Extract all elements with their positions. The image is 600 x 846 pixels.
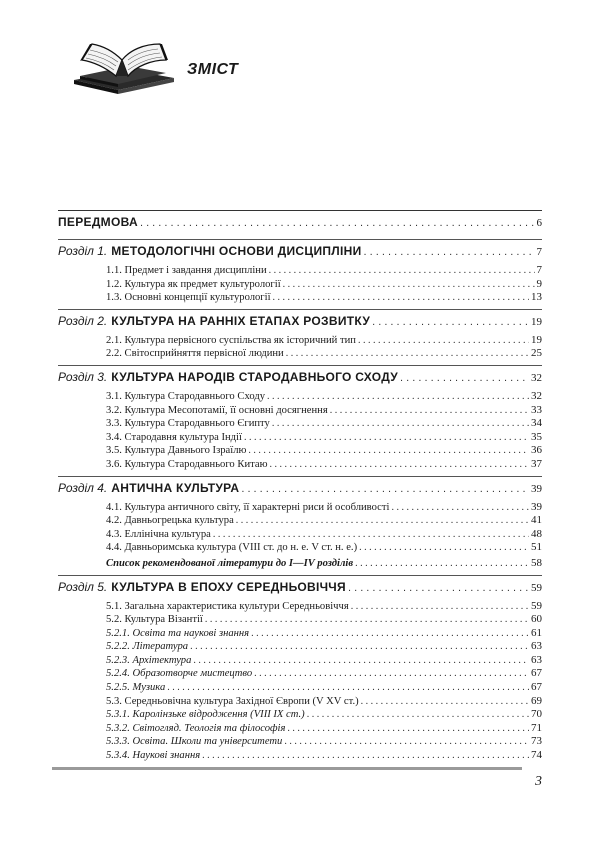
toc-section-label bbox=[58, 244, 362, 258]
leader-dots bbox=[283, 279, 535, 290]
toc-subsection-entry bbox=[106, 458, 542, 472]
toc-subsection-label: 1.3. Основні концепції культурології bbox=[106, 292, 271, 304]
toc-subsection-entry bbox=[106, 640, 542, 654]
toc-section-label bbox=[58, 215, 138, 229]
toc-page-number: 69 bbox=[531, 694, 542, 707]
leader-dots bbox=[193, 655, 529, 666]
toc-subsection-label: 1.2. Культура як предмет культурології bbox=[106, 278, 281, 290]
toc-page-number: 70 bbox=[531, 708, 542, 721]
toc-page-number: 25 bbox=[531, 347, 542, 360]
toc-section-prefix: Розділ 1. bbox=[58, 244, 108, 258]
toc-subsection-label: 2.1. Культура первісного суспільства як історичний тип bbox=[106, 334, 356, 346]
leader-dots bbox=[286, 348, 529, 359]
toc-section-entry bbox=[58, 309, 542, 334]
toc-subsection-label: 3.6. Культура Стародавнього Китаю bbox=[106, 458, 268, 470]
toc-section-entry bbox=[58, 365, 542, 390]
toc-subsection-entry bbox=[106, 278, 542, 292]
toc-subsection-entry bbox=[106, 431, 542, 445]
toc-subsection-label: 5.2.4. Образотворче мистецтво bbox=[106, 668, 253, 680]
toc-page-number: 67 bbox=[531, 667, 542, 680]
toc-subsection-entry bbox=[106, 667, 542, 681]
toc-page-number: 33 bbox=[531, 403, 542, 416]
toc-subsection-entry bbox=[106, 600, 542, 614]
toc-page-number: 73 bbox=[531, 735, 542, 748]
leader-dots bbox=[272, 418, 529, 429]
toc-page-number: 63 bbox=[531, 640, 542, 653]
leader-dots bbox=[372, 316, 529, 328]
toc-page-number: 51 bbox=[531, 541, 542, 554]
toc-subsection-entry bbox=[106, 613, 542, 627]
leader-dots bbox=[273, 292, 529, 303]
open-book-icon bbox=[70, 40, 178, 96]
toc-subsection-entry bbox=[106, 654, 542, 668]
leader-dots bbox=[330, 405, 529, 416]
leader-dots bbox=[267, 391, 529, 402]
toc-subsection-entry bbox=[106, 501, 542, 515]
page-number: 3 bbox=[535, 774, 542, 789]
leader-dots bbox=[287, 723, 529, 734]
toc-page-number: 71 bbox=[531, 721, 542, 734]
toc-page-number: 32 bbox=[531, 371, 542, 384]
toc-subsection-entry bbox=[106, 708, 542, 722]
toc-page-number: 63 bbox=[531, 653, 542, 666]
toc-section-prefix: Розділ 4. bbox=[58, 480, 108, 495]
toc-subsection-entry bbox=[106, 291, 542, 305]
toc-subsection-entry bbox=[106, 722, 542, 736]
toc-subsection-entry bbox=[106, 557, 542, 571]
toc-section-entry bbox=[58, 239, 542, 264]
toc-subsection-entry bbox=[106, 749, 542, 763]
toc-page-number: 67 bbox=[531, 681, 542, 694]
toc-section-entry bbox=[58, 476, 542, 501]
toc-section-title: КУЛЬТУРА НА РАННІХ ЕТАПАХ РОЗВИТКУ bbox=[111, 313, 371, 328]
leader-dots bbox=[241, 483, 529, 495]
table-of-contents bbox=[58, 210, 542, 763]
toc-section-entry bbox=[58, 575, 542, 600]
toc-subsection-entry bbox=[106, 528, 542, 542]
toc-subsection-entry bbox=[106, 390, 542, 404]
leader-dots bbox=[359, 542, 529, 553]
leader-dots bbox=[391, 502, 529, 513]
toc-subsection-entry bbox=[106, 735, 542, 749]
toc-section-title: КУЛЬТУРА НАРОДІВ СТАРОДАВНЬОГО СХОДУ bbox=[111, 369, 399, 384]
toc-subsection-entry bbox=[106, 627, 542, 641]
leader-dots bbox=[269, 265, 535, 276]
toc-section-entry bbox=[58, 210, 542, 235]
leader-dots bbox=[202, 750, 529, 761]
toc-section-title: АНТИЧНА КУЛЬТУРА bbox=[111, 480, 240, 495]
toc-subsection-entry bbox=[106, 334, 542, 348]
leader-dots bbox=[400, 372, 529, 384]
toc-subsection-entry bbox=[106, 541, 542, 555]
leader-dots bbox=[351, 601, 529, 612]
leader-dots bbox=[213, 529, 529, 540]
toc-subsection-entry bbox=[106, 681, 542, 695]
toc-subsection-label: 5.2.3. Архітектура bbox=[106, 654, 192, 666]
toc-subsection-label: 3.4. Стародавня культура Індії bbox=[106, 431, 242, 443]
toc-section-title: МЕТОДОЛОГІЧНІ ОСНОВИ ДИСЦИПЛІНИ bbox=[111, 244, 362, 258]
leader-dots bbox=[348, 582, 529, 594]
footer-divider bbox=[52, 767, 522, 770]
toc-subsection-label: 5.2.5. Музика bbox=[106, 682, 166, 694]
toc-page-number: 13 bbox=[531, 291, 542, 304]
toc-page-number: 39 bbox=[531, 482, 542, 495]
toc-subsection-entry bbox=[106, 514, 542, 528]
toc-page-number: 7 bbox=[536, 264, 542, 276]
toc-subsection-label: 3.5. Культура Давнього Ізраїлю bbox=[106, 445, 247, 457]
leader-dots bbox=[205, 614, 529, 625]
leader-dots bbox=[364, 246, 535, 258]
toc-subsection-label: 4.3. Еллінічна культура bbox=[106, 528, 211, 540]
toc-section-label bbox=[58, 370, 398, 384]
toc-page-number: 48 bbox=[531, 527, 542, 540]
toc-subsection-label: 5.3.4. Наукові знання bbox=[106, 750, 201, 762]
toc-page-number: 35 bbox=[531, 430, 542, 443]
toc-subsection-label: 5.2.2. Література bbox=[106, 641, 189, 653]
toc-subsection-label: 2.2. Світосприйняття первісної людини bbox=[106, 348, 284, 360]
toc-subsection-label: 3.2. Культура Месопотамії, її основні досягнення bbox=[106, 404, 328, 416]
toc-section-title: ПЕРЕДМОВА bbox=[58, 215, 138, 229]
toc-subsection-label: 4.4. Давньоримська культура (VIII ст. до н. е. V ст. н. е.) bbox=[106, 542, 358, 554]
toc-section-prefix: Розділ 2. bbox=[58, 313, 108, 328]
toc-subsection-entry bbox=[106, 444, 542, 458]
toc-page-number: 32 bbox=[531, 389, 542, 402]
toc-page-number: 74 bbox=[531, 749, 542, 762]
toc-subsection-label: 5.3.1. Каролінзьке відродження (VIII IX ст.) bbox=[106, 709, 305, 721]
toc-subsection-label: 5.3. Середньовічна культура Західної Європи (V XV ст.) bbox=[106, 695, 359, 707]
toc-page-number: 59 bbox=[531, 581, 542, 594]
toc-section-label bbox=[58, 314, 370, 328]
toc-subsection-entry bbox=[106, 347, 542, 361]
leader-dots bbox=[361, 696, 529, 707]
toc-section-label bbox=[58, 481, 239, 495]
toc-subsection-label: Список рекомендованої літератури до I—IV розділів bbox=[106, 557, 354, 569]
toc-subsection-label: 5.2. Культура Візантії bbox=[106, 614, 203, 626]
toc-page-number: 41 bbox=[531, 514, 542, 527]
toc-page-number: 9 bbox=[536, 277, 542, 290]
leader-dots bbox=[270, 459, 530, 470]
toc-page-number: 34 bbox=[531, 417, 542, 430]
toc-subsection-entry bbox=[106, 417, 542, 431]
leader-dots bbox=[358, 335, 529, 346]
toc-section-prefix: Розділ 5. bbox=[58, 579, 108, 594]
toc-page-number: 19 bbox=[531, 315, 542, 328]
toc-subsection-label: 4.2. Давньогрецька культура bbox=[106, 515, 234, 527]
toc-page-number: 58 bbox=[531, 556, 542, 569]
page-title: ЗМІСТ bbox=[187, 61, 239, 78]
toc-subsection-label: 3.1. Культура Стародавнього Сходу bbox=[106, 390, 266, 402]
toc-subsection-label: 5.3.3. Освіта. Школи та університети bbox=[106, 736, 283, 748]
toc-subsection-label: 4.1. Культура античного світу, її характерні риси й особливості bbox=[106, 501, 390, 513]
toc-subsection-label: 3.3. Культура Стародавнього Єгипту bbox=[106, 418, 270, 430]
toc-subsection-label: 5.3.2. Світогляд. Теологія та філософія bbox=[106, 722, 286, 734]
toc-page-number: 36 bbox=[531, 444, 542, 457]
leader-dots bbox=[307, 709, 529, 720]
leader-dots bbox=[190, 641, 529, 652]
toc-section-title: КУЛЬТУРА В ЕПОХУ СЕРЕДНЬОВІЧЧЯ bbox=[111, 579, 346, 594]
toc-page-number: 61 bbox=[531, 626, 542, 639]
leader-dots bbox=[254, 668, 529, 679]
toc-page-number: 7 bbox=[536, 246, 542, 258]
toc-page-number: 6 bbox=[536, 217, 542, 229]
toc-page-number: 37 bbox=[531, 457, 542, 470]
toc-page-number: 59 bbox=[531, 599, 542, 612]
leader-dots bbox=[167, 682, 529, 693]
toc-page-number: 39 bbox=[531, 500, 542, 513]
toc-subsection-label: 1.1. Предмет і завдання дисципліни bbox=[106, 265, 267, 276]
leader-dots bbox=[355, 558, 529, 569]
leader-dots bbox=[140, 217, 535, 229]
toc-section-prefix: Розділ 3. bbox=[58, 369, 108, 384]
leader-dots bbox=[236, 515, 529, 526]
toc-subsection-label: 5.2.1. Освіта та наукові знання bbox=[106, 627, 250, 639]
toc-subsection-entry bbox=[106, 264, 542, 278]
toc-subsection-entry bbox=[106, 695, 542, 709]
toc-page-number: 19 bbox=[531, 333, 542, 346]
toc-subsection-label: 5.1. Загальна характеристика культури Середньовіччя bbox=[106, 600, 349, 612]
toc-section-label bbox=[58, 580, 346, 594]
leader-dots bbox=[244, 432, 529, 443]
toc-page-number: 60 bbox=[531, 613, 542, 626]
leader-dots bbox=[248, 445, 529, 456]
toc-subsection-entry bbox=[106, 404, 542, 418]
leader-dots bbox=[284, 736, 529, 747]
leader-dots bbox=[251, 628, 529, 639]
